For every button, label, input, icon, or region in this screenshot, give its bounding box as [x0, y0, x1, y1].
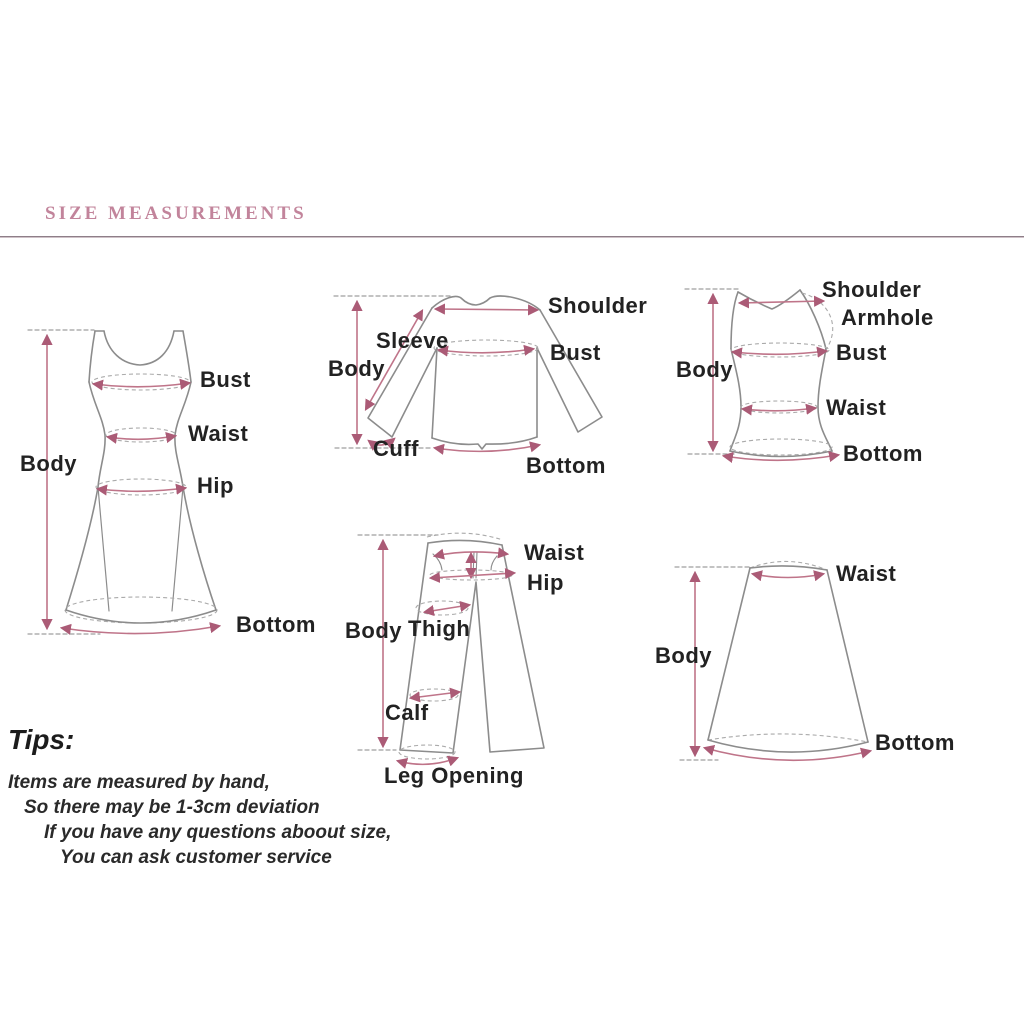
- tips-line-4: You can ask customer service: [60, 847, 332, 868]
- dress-bust-line: [92, 374, 190, 390]
- header-divider: [0, 236, 1024, 238]
- pants-thigh-label: Thigh: [408, 616, 471, 641]
- tips-line-1: Items are measured by hand,: [8, 772, 270, 793]
- pants-thigh-line: [416, 601, 468, 615]
- dress-hem-ellipse: [65, 597, 217, 623]
- tank-bottom-label: Bottom: [843, 441, 923, 466]
- pants-body-label: Body: [345, 618, 402, 643]
- pants-leg-opening-label: Leg Opening: [384, 763, 524, 788]
- top-cuff-label: Cuff: [373, 436, 419, 461]
- dress-bottom-label: Bottom: [236, 612, 316, 637]
- tank-waist-label: Waist: [826, 395, 887, 420]
- skirt-bottom-label: Bottom: [875, 730, 955, 755]
- top-bust-label: Bust: [550, 340, 601, 365]
- long-sleeve-top-outline: [368, 296, 602, 449]
- top-bust-line: [434, 340, 538, 356]
- skirt-measure-arrows: [695, 573, 870, 760]
- top-bottom-label: Bottom: [526, 453, 606, 478]
- skirt-waist-label: Waist: [836, 561, 897, 586]
- dress-diagram: [20, 300, 340, 660]
- dress-bust-label: Bust: [200, 367, 251, 392]
- tank-armhole-label: Armhole: [841, 305, 934, 330]
- pants-waist-label: Waist: [524, 540, 585, 565]
- dress-outline: [65, 331, 217, 623]
- page-title: SIZE MEASUREMENTS: [45, 203, 307, 224]
- dress-hip-label: Hip: [197, 473, 234, 498]
- tank-bust-label: Bust: [836, 340, 887, 365]
- tips-heading: Tips:: [8, 724, 75, 755]
- dress-body-label: Body: [20, 451, 77, 476]
- top-body-label: Body: [328, 356, 385, 381]
- pants-hip-label: Hip: [527, 570, 564, 595]
- skirt-outline: [708, 561, 868, 752]
- tank-outline: [730, 290, 833, 457]
- tank-body-label: Body: [676, 357, 733, 382]
- top-shoulder-label: Shoulder: [548, 293, 648, 318]
- dress-hip-line: [96, 479, 186, 495]
- dress-waist-label: Waist: [188, 421, 249, 446]
- tank-shoulder-label: Shoulder: [822, 277, 922, 302]
- tips-line-3: If you have any questions aboout size,: [44, 822, 392, 843]
- tips-line-2: So there may be 1-3cm deviation: [24, 797, 320, 818]
- top-sleeve-label: Sleeve: [376, 328, 449, 353]
- pants-calf-label: Calf: [385, 700, 429, 725]
- skirt-body-label: Body: [655, 643, 712, 668]
